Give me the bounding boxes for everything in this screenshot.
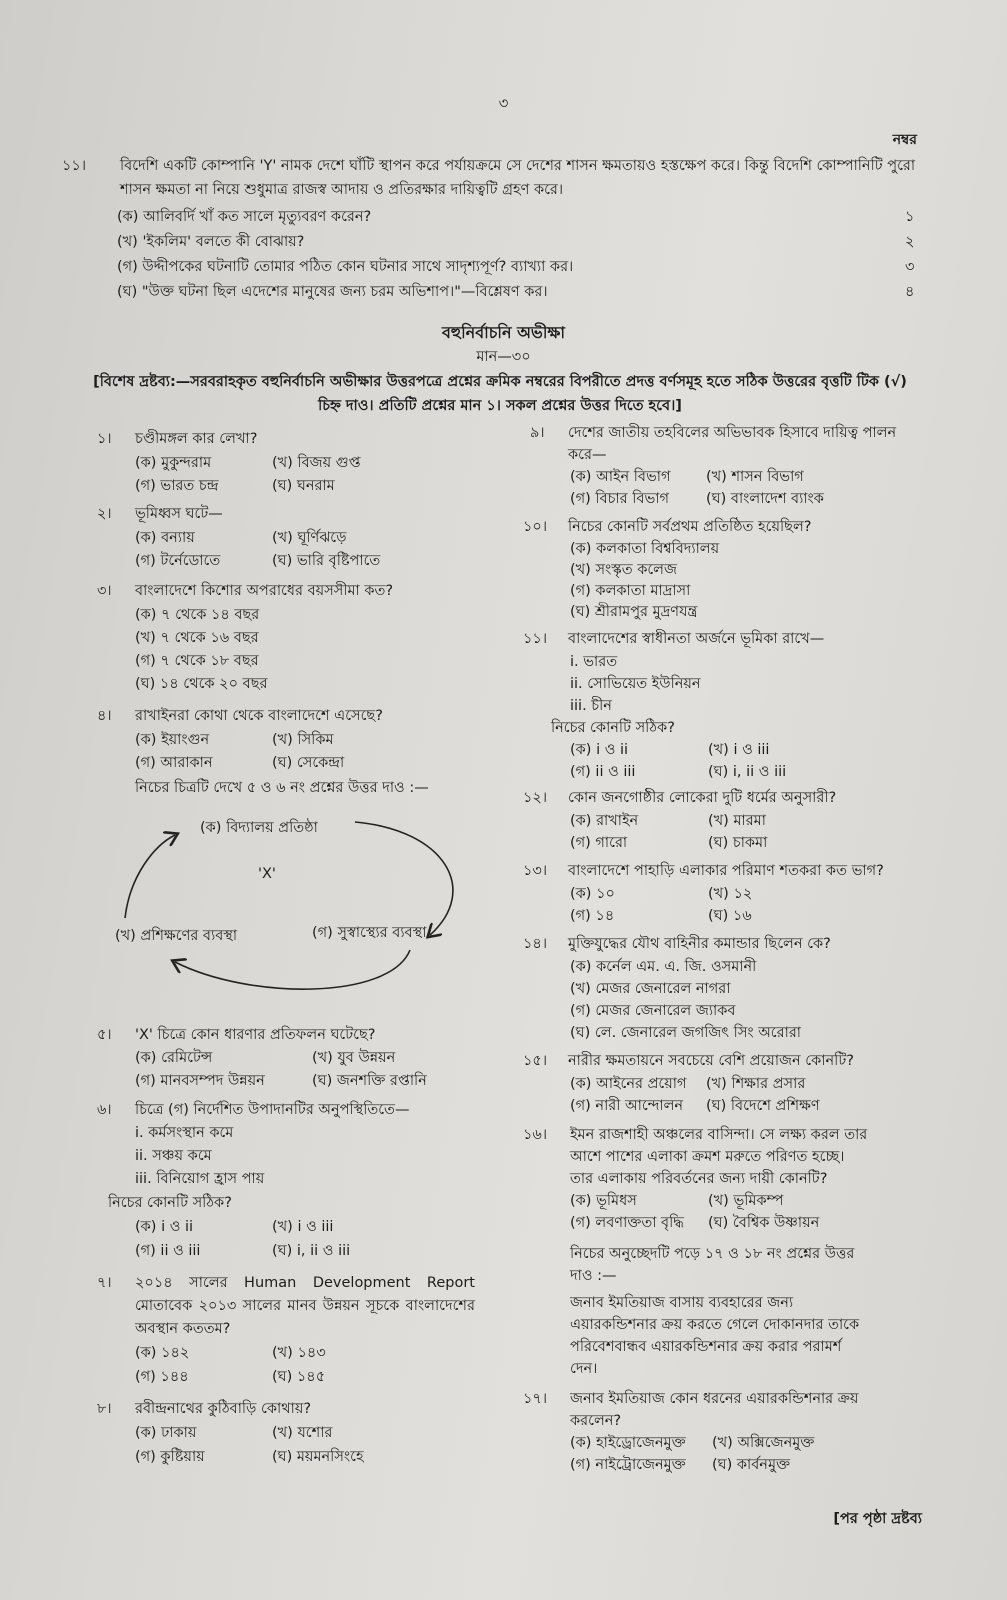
option: (গ) লবণাক্ততা বৃদ্ধি <box>570 1215 684 1231</box>
option: (ঘ) ১৪৫ <box>272 1369 326 1385</box>
question-number: ১। <box>97 431 112 447</box>
option: (খ) ঘূর্ণিঝড়ে <box>272 530 347 546</box>
option: (ক) আইনের প্রয়োগ <box>570 1076 687 1092</box>
question-stem-line: করলেন? <box>570 1413 622 1429</box>
option: (গ) আরাকান <box>135 755 213 771</box>
question-stem-line: ইমন রাজশাহী অঞ্চলের বাসিন্দা। সে লক্ষ্য করল তার <box>570 1127 868 1143</box>
marks-header: নম্বর <box>892 132 917 148</box>
question-stem: রাখাইনরা কোথা থেকে বাংলাদেশে এসেছে? <box>135 708 383 724</box>
question-number: ১৭। <box>523 1391 548 1407</box>
option: (ক) কর্নেল এম. এ. জি. ওসমানী <box>570 959 757 975</box>
question-stem: দেশের জাতীয় তহবিলের অভিভাবক হিসাবে দায়িত্ব পালন করে— <box>568 425 897 463</box>
question-number: ১২। <box>523 790 548 806</box>
question-stem: রবীন্দ্রনাথের কুঠিবাড়ি কোথায়? <box>135 1401 312 1417</box>
option: (ক) বন্যায় <box>135 530 195 546</box>
question-number: ৮। <box>97 1401 112 1417</box>
option: (গ) ii ও iii <box>135 1243 201 1259</box>
sub-question-ka: (ক) আলিবর্দি খাঁ কত সালে মৃত্যুবরণ করেন? <box>117 209 372 225</box>
mark-value: ২ <box>905 234 915 250</box>
option: (খ) ভূমিকম্প <box>708 1193 784 1209</box>
cycle-diagram <box>100 800 500 1020</box>
option: (গ) ৭ থেকে ১৮ বছর <box>135 653 259 669</box>
option: (ক) মুকুন্দরাম <box>135 455 212 471</box>
option: (গ) নাইট্রোজেনমুক্ত <box>570 1457 686 1473</box>
option: (ক) ভূমিধস <box>570 1193 637 1209</box>
option: (খ) i ও iii <box>272 1219 334 1235</box>
option: (ক) হাইড্রোজেনমুক্ত <box>570 1435 686 1451</box>
passage-line: দেন। <box>570 1361 598 1377</box>
question-stem: মুক্তিযুদ্ধের যৌথ বাহিনীর কমান্ডার ছিলেন কে? <box>568 936 831 952</box>
option: (গ) ১৪৪ <box>135 1369 189 1385</box>
option: (গ) কুষ্টিয়ায় <box>135 1449 205 1465</box>
continue-note: [পর পৃষ্ঠা দ্রষ্টব্য <box>833 1511 922 1527</box>
mcq-section-title: বহুনির্বাচনি অভীক্ষা <box>441 323 566 342</box>
option: (ঘ) লে. জেনারেল জগজিৎ সিং অরোরা <box>570 1025 801 1041</box>
option: (খ) i ও iii <box>708 742 770 758</box>
mcq-section-marks: মান—৩০ <box>476 349 531 365</box>
option: (ঘ) ১৬ <box>708 908 752 924</box>
page-number: ৩ <box>498 94 509 112</box>
statement-item: i. কর্মসংস্থান কমে <box>135 1125 234 1141</box>
option: (ঘ) জনশক্তি রপ্তানি <box>312 1073 427 1089</box>
option: (গ) বিচার বিভাগ <box>570 491 669 507</box>
option: (খ) মারমা <box>708 813 766 829</box>
statement-item: ii. সঞ্চয় কমে <box>135 1148 212 1164</box>
question-stem: 'X' চিত্রে কোন ধারণার প্রতিফলন ঘটেছে? <box>135 1027 376 1043</box>
arrow-right <box>355 822 453 935</box>
question-number: ৪। <box>97 708 112 724</box>
option: (খ) সিকিম <box>272 732 334 748</box>
option: (গ) ii ও iii <box>570 764 636 780</box>
diagram-center-label: 'X' <box>258 866 276 882</box>
question-stem: বিদেশি একটি কোম্পানি 'Y' নামক দেশে ঘাঁটি স্থাপন করে পর্যায়ক্রমে সে দেশের শাসন ক্ষমতায়ও হস্তক্ষেপ করে। কিন্তু বিদেশি কোম্পানিটি পুরো শাসন ক্ষমতা না নিয়ে শুধুমাত্র রাজস্ব আদায় ও প্রতিরক্ষার দায়িত্বটি গ্রহণ করে। <box>120 158 916 198</box>
option: (খ) ১৪৩ <box>272 1345 326 1361</box>
question-stem: বাংলাদেশে পাহাড়ি এলাকার পরিমাণ শতকরা কত ভাগ? <box>568 863 884 879</box>
mark-value: ৩ <box>905 259 915 275</box>
option: (ক) রাখাইন <box>570 813 639 829</box>
option: (ঘ) বৈশ্বিক উষ্ণায়ন <box>708 1215 820 1231</box>
option: (খ) মেজর জেনারেল নাগরা <box>570 981 731 997</box>
option: (খ) যুব উন্নয়ন <box>312 1050 396 1066</box>
question-number: ১৬। <box>523 1127 548 1143</box>
option: (ক) রেমিটেন্স <box>135 1050 213 1066</box>
sub-question-gha: (ঘ) "উক্ত ঘটনা ছিল এদেশের মানুষের জন্য চরম অভিশাপ।"—বিশ্লেষণ কর। <box>117 284 548 300</box>
diagram-node-top: (ক) বিদ্যালয় প্রতিষ্ঠা <box>200 820 318 836</box>
mark-value: ৪ <box>905 284 915 300</box>
option: (ঘ) বাংলাদেশ ব্যাংক <box>706 491 824 507</box>
option: (ঘ) সেকেন্দ্রা <box>272 755 345 771</box>
option: (ক) ১০ <box>570 886 615 902</box>
question-stem-line: তার এলাকায় পরিবর্তনের জন্য দায়ী কোনটি? <box>570 1171 828 1187</box>
option: (ঘ) কার্বনমুক্ত <box>712 1457 791 1473</box>
question-stem: কোন জনগোষ্ঠীর লোকেরা দুটি ধর্মের অনুসারী? <box>568 790 837 806</box>
option: (ঘ) শ্রীরামপুর মুদ্রণযন্ত্র <box>570 604 698 620</box>
option: (খ) ৭ থেকে ১৬ বছর <box>135 630 259 646</box>
which-correct-prompt: নিচের কোনটি সঠিক? <box>551 720 675 736</box>
arrow-bottom <box>175 950 410 989</box>
question-number: ৬। <box>97 1102 112 1118</box>
option: (ঘ) i, ii ও iii <box>272 1243 351 1259</box>
option: (ক) ইয়াংগুন <box>135 732 210 748</box>
option: (ক) ৭ থেকে ১৪ বছর <box>135 607 260 623</box>
sub-question-ga: (গ) উদ্দীপকের ঘটনাটি তোমার পঠিত কোন ঘটনার সাথে সাদৃশ্যপূর্ণ? ব্যাখ্যা কর। <box>117 259 574 275</box>
question-number: ১৪। <box>523 936 548 952</box>
question-stem: নিচের কোনটি সর্বপ্রথম প্রতিষ্ঠিত হয়েছিল? <box>568 519 812 535</box>
option: (খ) যশোর <box>272 1425 333 1441</box>
instruction-note: [বিশেষ দ্রষ্টব্য:—সরবরাহকৃত বহুনির্বাচনি অভীক্ষার উত্তরপত্রে প্রশ্নের ক্রমিক নম্বরের বিপরীতে প্রদত্ত বর্ণসমূহ হতে সঠিক উত্তরের বৃত্তটি টিক (√) চিহ্ন দাও। প্রতিটি প্রশ্নের মান ১। সকল প্রশ্নের উত্তর দিতে হবে।] <box>93 374 907 414</box>
question-number: ১১। <box>523 631 548 647</box>
diagram-node-right: (গ) সুস্বাস্থ্যের ব্যবস্থা <box>312 925 427 941</box>
option: (গ) মানবসম্পদ উন্নয়ন <box>135 1073 265 1089</box>
question-stem: ২০১৪ সালের Human Development Report মোতাবেক ২০১৩ সালের মানব উন্নয়ন সূচকে বাংলাদেশের অবস্থান কততম? <box>135 1275 475 1337</box>
option: (ঘ) i, ii ও iii <box>708 764 787 780</box>
option: (ক) কলকাতা বিশ্ববিদ্যালয় <box>570 541 720 557</box>
option: (গ) কলকাতা মাদ্রাসা <box>570 583 691 599</box>
sub-question-kha: (খ) 'ইকলিম' বলতে কী বোঝায়? <box>117 234 305 250</box>
question-number: ১১। <box>62 158 87 174</box>
option: (ঘ) বিদেশে প্রশিক্ষণ <box>706 1098 820 1114</box>
question-stem-line: আশে পাশের এলাকা ক্রমশ মরুতে পরিণত হচ্ছে। <box>570 1149 845 1165</box>
option: (ঘ) ভারি বৃষ্টিপাতে <box>272 553 381 569</box>
figure-instruction: নিচের চিত্রটি দেখে ৫ ও ৬ নং প্রশ্নের উত্তর দাও :— <box>135 780 429 796</box>
option: (ঘ) ১৪ থেকে ২০ বছর <box>135 676 268 692</box>
option: (গ) ভারত চন্দ্র <box>135 478 219 494</box>
question-number: ৩। <box>97 583 112 599</box>
question-number: ২। <box>97 506 112 522</box>
option: (ক) ১৪২ <box>135 1345 190 1361</box>
diagram-node-left: (খ) প্রশিক্ষণের ব্যবস্থা <box>115 928 238 944</box>
option: (ক) i ও ii <box>570 742 629 758</box>
option: (খ) ১২ <box>708 886 753 902</box>
question-number: ১০। <box>523 519 548 535</box>
question-number: ৯। <box>530 425 545 441</box>
option: (গ) টর্নেডোতে <box>135 553 221 569</box>
question-number: ৭। <box>97 1275 112 1291</box>
statement-item: iii. বিনিয়োগ হ্রাস পায় <box>135 1171 265 1187</box>
option: (ঘ) ঘনরাম <box>272 478 335 494</box>
option: (গ) ১৪ <box>570 908 615 924</box>
option: (খ) শাসন বিভাগ <box>706 469 804 485</box>
option: (খ) অক্সিজেনমুক্ত <box>712 1435 815 1451</box>
passage-instruction: দাও :— <box>570 1268 617 1284</box>
statement-item: i. ভারত <box>570 654 618 670</box>
option: (গ) নারী আন্দোলন <box>570 1098 684 1114</box>
mark-value: ১ <box>905 209 915 225</box>
question-stem-line: জনাব ইমতিয়াজ কোন ধরনের এয়ারকন্ডিশনার ক্রয় <box>570 1391 859 1407</box>
question-number: ৫। <box>97 1027 112 1043</box>
question-stem: নারীর ক্ষমতায়নে সবচেয়ে বেশি প্রয়োজন কোনটি? <box>568 1053 854 1069</box>
option: (ক) ঢাকায় <box>135 1425 197 1441</box>
option: (ঘ) চাকমা <box>708 835 768 851</box>
arrow-left <box>125 835 175 918</box>
question-stem: চিত্রে (গ) নির্দেশিত উপাদানটির অনুপস্থিতিতে— <box>135 1102 410 1118</box>
question-number: ১৫। <box>523 1053 548 1069</box>
option: (ঘ) ময়মনসিংহে <box>272 1449 364 1465</box>
passage-line: এয়ারকন্ডিশনার ক্রয় করতে গেলে দোকানদার তাকে <box>570 1317 860 1333</box>
question-stem: চণ্ডীমঙ্গল কার লেখা? <box>135 431 258 447</box>
option: (গ) গারো <box>570 835 628 851</box>
option: (ক) i ও ii <box>135 1219 194 1235</box>
option: (ক) আইন বিভাগ <box>570 469 671 485</box>
question-stem: ভূমিধ্বস ঘটে— <box>135 506 223 522</box>
option: (খ) শিক্ষার প্রসার <box>706 1076 806 1092</box>
passage-instruction: নিচের অনুচ্ছেদটি পড়ে ১৭ ও ১৮ নং প্রশ্নের উত্তর <box>570 1246 855 1262</box>
option: (খ) সংস্কৃত কলেজ <box>570 562 677 578</box>
passage-line: পরিবেশবান্ধব এয়ারকন্ডিশনার ক্রয় করার পরামর্শ <box>570 1339 842 1355</box>
question-number: ১৩। <box>523 863 548 879</box>
statement-item: iii. চীন <box>570 698 612 714</box>
question-stem: বাংলাদেশে কিশোর অপরাধের বয়সসীমা কত? <box>135 583 394 599</box>
statement-item: ii. সোভিয়েত ইউনিয়ন <box>570 676 701 692</box>
question-stem: বাংলাদেশের স্বাধীনতা অর্জনে ভূমিকা রাখে— <box>568 631 825 647</box>
which-correct-prompt: নিচের কোনটি সঠিক? <box>108 1195 232 1211</box>
passage-line: জনাব ইমতিয়াজ বাসায় ব্যবহারের জন্য <box>570 1295 794 1311</box>
option: (খ) বিজয় গুপ্ত <box>272 455 361 471</box>
option: (গ) মেজর জেনারেল জ্যাকব <box>570 1003 736 1019</box>
